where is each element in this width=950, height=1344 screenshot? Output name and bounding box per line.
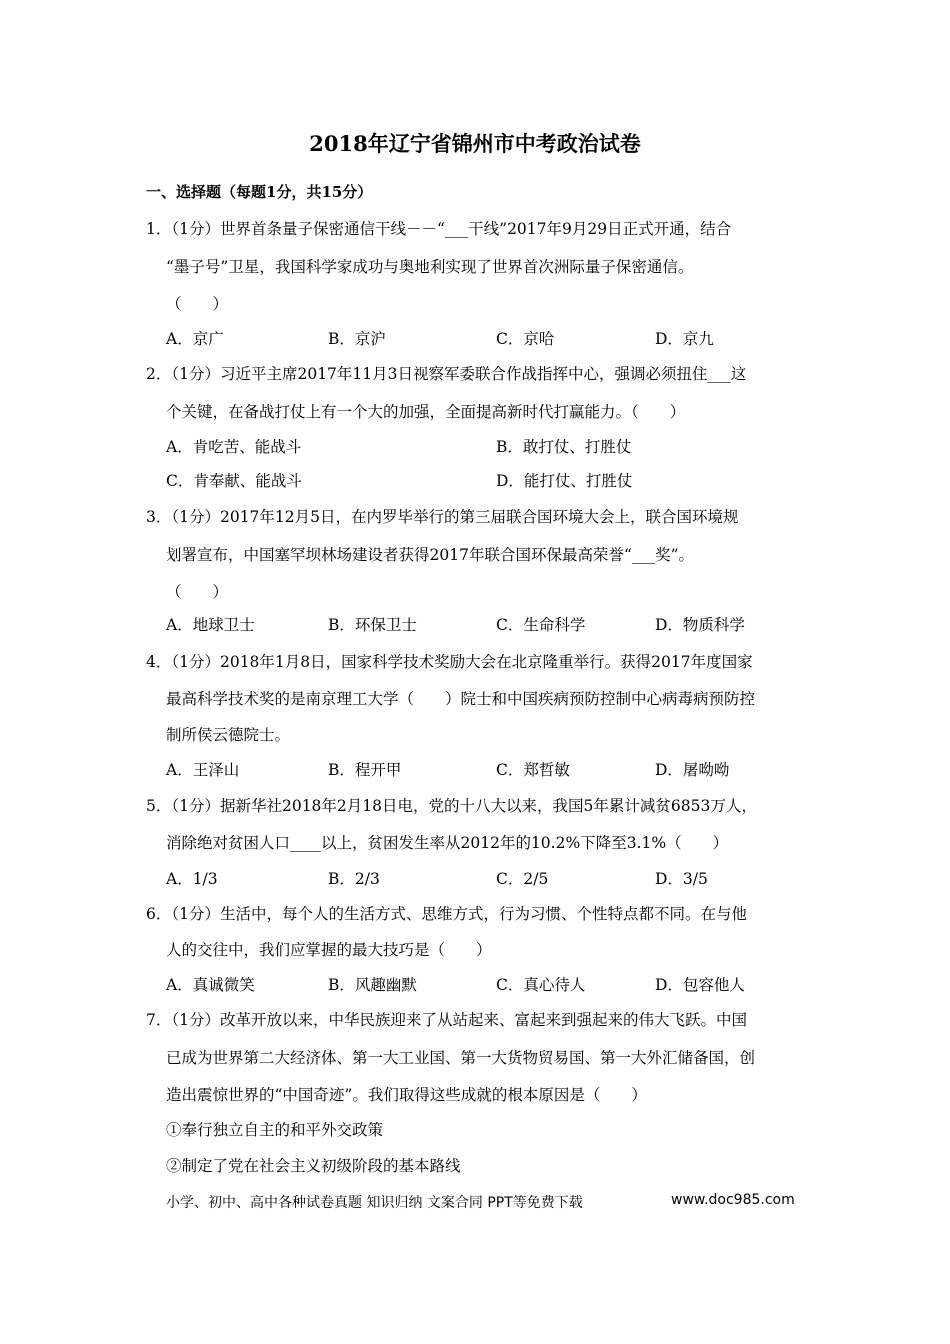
question-line: 4．（1分）2018年1月8日，国家科学技术奖励大会在北京隆重举行。获得2017年度国家 [146, 653, 753, 671]
option-a: A．京广 [166, 330, 224, 348]
option-a: A．肯吃苦、能战斗 [166, 438, 302, 456]
option-b: B．京沪 [328, 330, 386, 348]
option-a: A．地球卫士 [166, 616, 255, 634]
option-b: B．环保卫士 [328, 616, 417, 634]
option-b: B．敢打仗、打胜仗 [496, 438, 632, 456]
question-line: 消除绝对贫困人口____以上，贫困发生率从2012年的10.2%下降至3.1%（ ） [166, 834, 729, 852]
option-b: B．程开甲 [328, 761, 402, 779]
option-d: D．能打仗、打胜仗 [496, 472, 633, 490]
question-line: “墨子号”卫星，我国科学家成功与奥地利实现了世界首次洲际量子保密通信。 [166, 258, 694, 276]
question-line: 2．（1分）习近平主席2017年11月3日视察军委联合作战指挥中心，强调必须扭住___这 [146, 365, 747, 383]
option-c: C．2/5 [496, 870, 549, 888]
option-c: C．肯奉献、能战斗 [166, 472, 302, 490]
question-line: 人的交往中，我们应掌握的最大技巧是（ ） [166, 941, 492, 959]
option-d: D．包容他人 [655, 976, 745, 994]
page-title: 2018年辽宁省锦州市中考政治试卷 [309, 131, 641, 156]
question-line: 5．（1分）据新华社2018年2月18日电，党的十八大以来，我国5年累计减贫6853万人， [146, 797, 757, 815]
option-a: A．真诚微笑 [166, 976, 255, 994]
option-b: B．2/3 [328, 870, 380, 888]
option-c: C．真心待人 [496, 976, 586, 994]
question-line: 3．（1分）2017年12月5日，在内罗毕举行的第三届联合国环境大会上，联合国环境规 [146, 508, 739, 526]
option-d: D．物质科学 [655, 616, 745, 634]
option-d: D．3/5 [655, 870, 708, 888]
option-c: C．生命科学 [496, 616, 586, 634]
statement-2: ②制定了党在社会主义初级阶段的基本路线 [166, 1157, 461, 1175]
option-d: D．屠呦呦 [655, 761, 730, 779]
option-c: C．京哈 [496, 330, 555, 348]
question-line: （ ） [166, 295, 229, 313]
question-line: 造出震惊世界的“中国奇迹”。我们取得这些成就的根本原因是（ ） [166, 1086, 647, 1104]
footer-text: 小学、初中、高中各种试卷真题 知识归纳 文案合同 PPT等免费下载 [166, 1195, 583, 1211]
option-b: B．风趣幽默 [328, 976, 417, 994]
statement-1: ①奉行独立自主的和平外交政策 [166, 1121, 384, 1139]
question-line: 个关键，在备战打仗上有一个大的加强，全面提高新时代打赢能力。（ ） [166, 403, 686, 421]
option-a: A．1/3 [166, 870, 218, 888]
question-line: 划署宣布，中国塞罕坝林场建设者获得2017年联合国环保最高荣誉“___奖”。 [166, 546, 695, 564]
option-c: C．郑哲敏 [496, 761, 570, 779]
footer-url[interactable]: www.doc985.com [671, 1192, 795, 1208]
question-line: 已成为世界第二大经济体、第一大工业国、第一大货物贸易国、第一大外汇储备国，创 [166, 1049, 756, 1067]
question-line: 7．（1分）改革开放以来，中华民族迎来了从站起来、富起来到强起来的伟大飞跃。中国 [146, 1011, 747, 1029]
option-a: A．王泽山 [166, 761, 240, 779]
question-line: 1．（1分）世界首条量子保密通信干线－－“___干线”2017年9月29日正式开通，结合 [146, 220, 732, 238]
option-d: D．京九 [655, 330, 714, 348]
question-line: 6．（1分）生活中，每个人的生活方式、思维方式，行为习惯、个性特点都不同。在与他 [146, 905, 747, 923]
question-line: （ ） [166, 583, 229, 601]
question-line: 制所侯云德院士。 [166, 726, 291, 744]
section-heading: 一、选择题（每题1分，共15分） [146, 183, 373, 201]
question-line: 最高科学技术奖的是南京理工大学（ ）院士和中国疾病预防控制中心病毒病预防控 [166, 690, 756, 708]
